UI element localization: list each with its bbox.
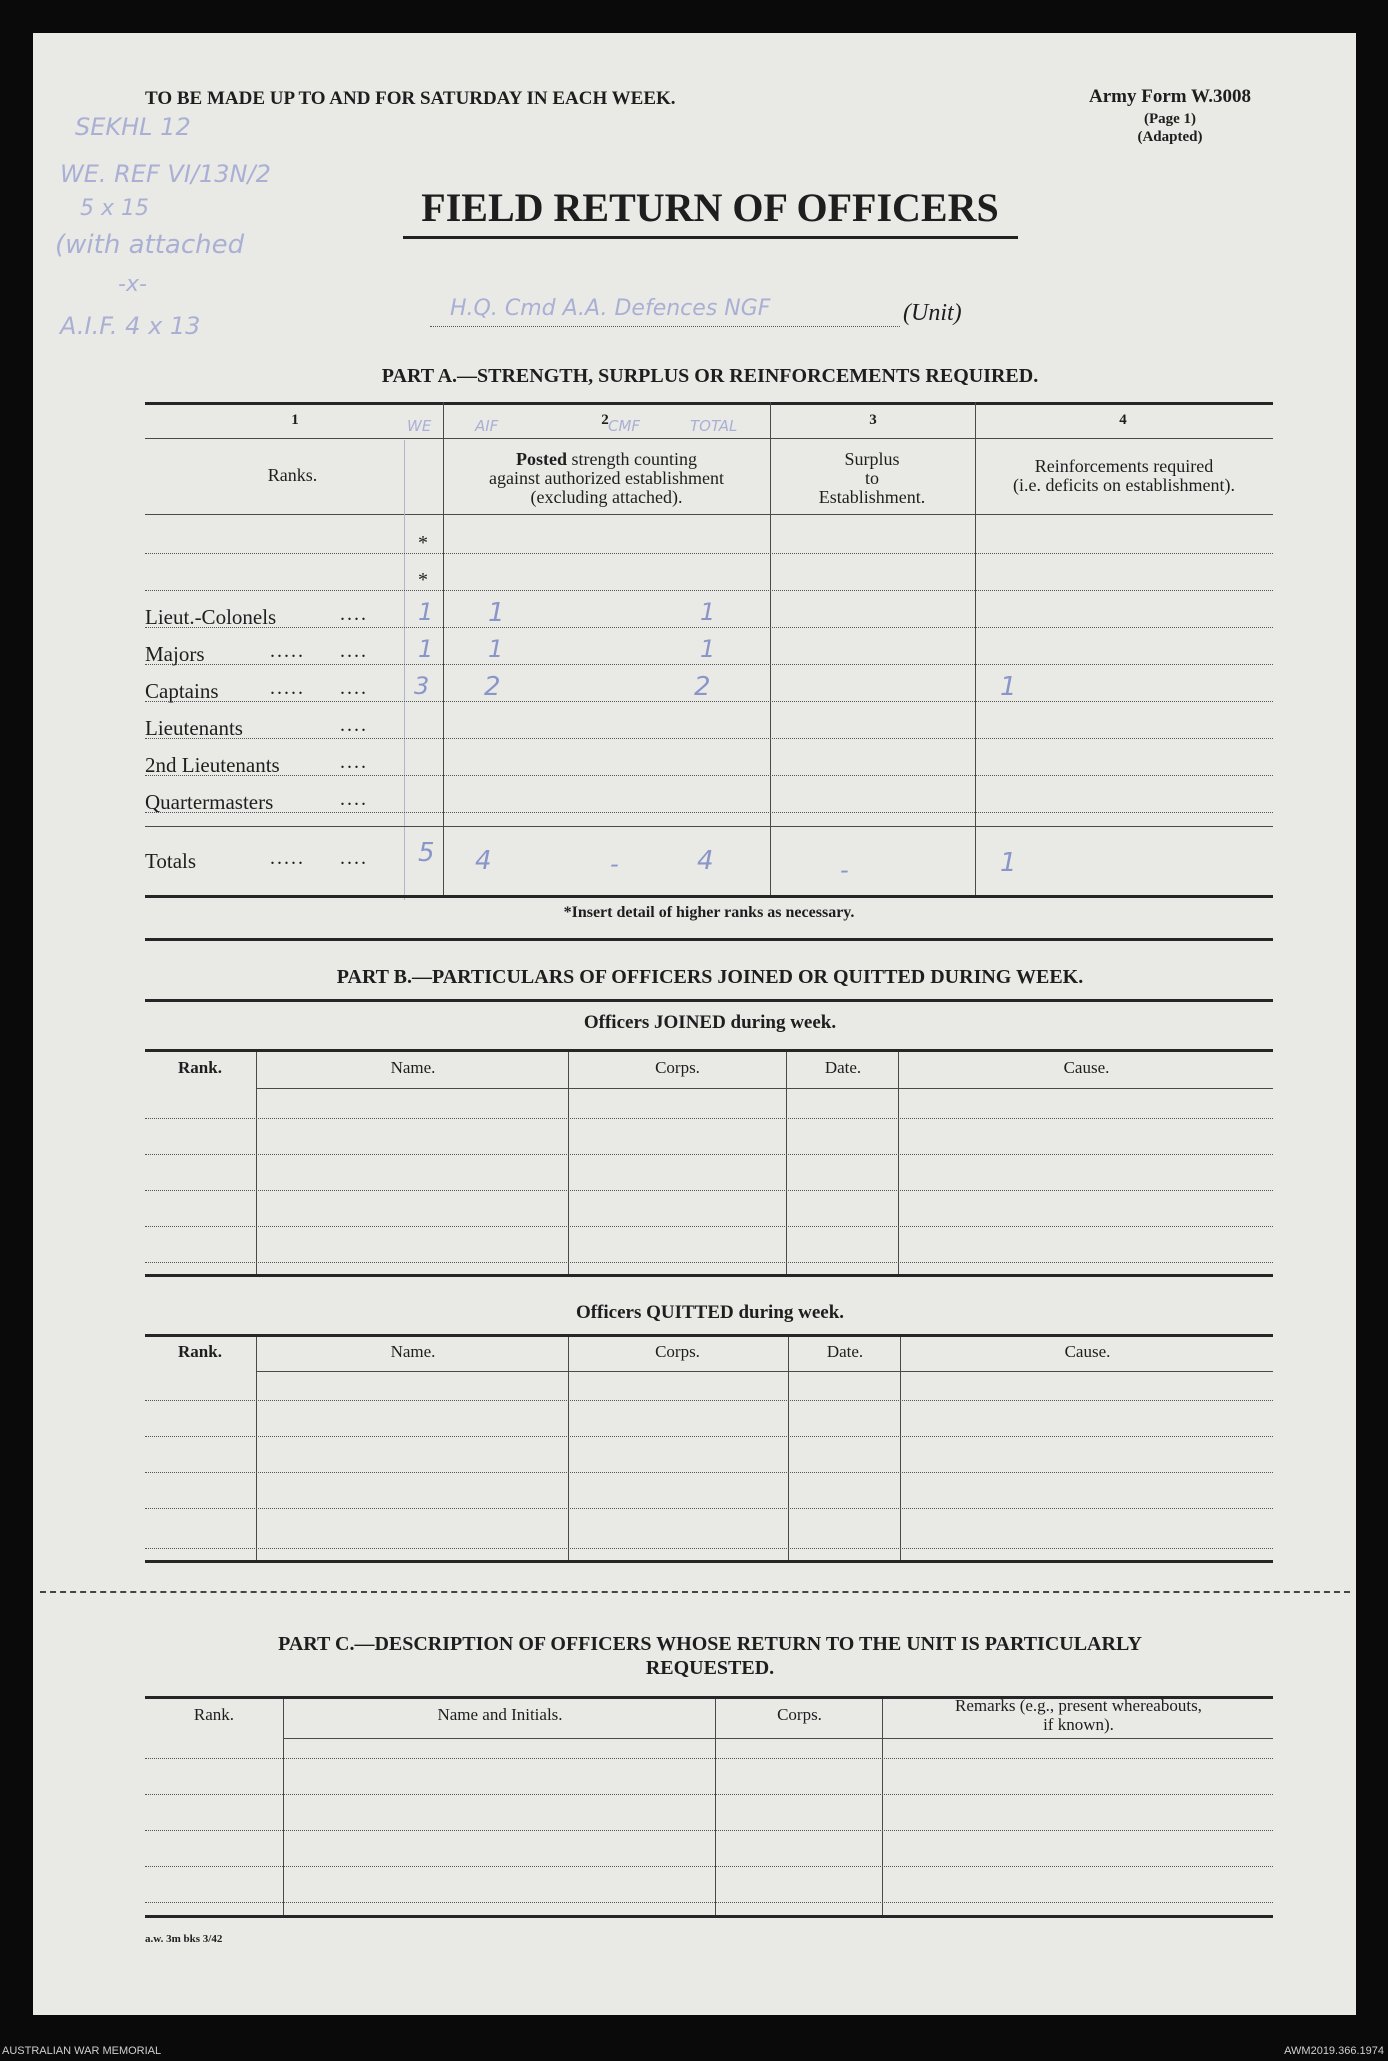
margin-note-2: WE. REF VI/13N/2 (60, 160, 271, 188)
joined-col-line (256, 1052, 257, 1274)
row-line (145, 627, 1273, 628)
quitted-top-rule (145, 1334, 1273, 1337)
quitted-col-name: Name. (390, 1342, 436, 1361)
joined-col-line (568, 1052, 569, 1274)
part-c-row-line (145, 1794, 1273, 1795)
joined-col-line (898, 1052, 899, 1274)
part-c-row-line (145, 1758, 1273, 1759)
unit-value: H.Q. Cmd A.A. Defences NGF (450, 296, 771, 321)
asterisk-row-2: * (418, 569, 428, 591)
quitted-col-date: Date. (826, 1342, 864, 1361)
we-captains: 3 (414, 672, 430, 700)
posted-header-line3: (excluding attached). (530, 487, 683, 507)
quitted-row-line (145, 1548, 1273, 1549)
sub-header-aif: AIF (475, 417, 499, 435)
part-a-top-rule (145, 402, 1273, 405)
total-majors: 1 (700, 635, 716, 663)
reinf-header-line1: Reinforcements required (1034, 456, 1214, 476)
aif-lieut-colonels: 1 (488, 598, 505, 628)
row-line (145, 590, 1273, 591)
joined-title: Officers JOINED during week. (583, 1012, 837, 1033)
joined-col-rank: Rank. (178, 1058, 222, 1077)
joined-col-name: Name. (390, 1058, 436, 1077)
part-c-col-line (715, 1699, 716, 1915)
part-c-col-corps: Corps. (777, 1705, 822, 1724)
quitted-row-line (145, 1472, 1273, 1473)
form-adapted: (Adapted) (1137, 129, 1203, 145)
row-line (145, 553, 1273, 554)
margin-note-3: 5 x 15 (80, 196, 149, 221)
sub-header-cmf: CMF (608, 417, 641, 435)
quitted-col-rank: Rank. (178, 1342, 222, 1361)
part-b-title: PART B.—PARTICULARS OF OFFICERS JOINED OR QUITTED DURING WEEK. (336, 966, 1084, 988)
leader-dots: .... (340, 751, 368, 773)
part-c-row-line (145, 1830, 1273, 1831)
page-title: FIELD RETURN OF OFFICERS (421, 185, 999, 230)
leader-dots: .... (340, 788, 368, 810)
part-c-bottom-rule (145, 1915, 1273, 1918)
quitted-row-line (145, 1436, 1273, 1437)
col-number-4: 4 (1119, 412, 1127, 428)
aif-captains: 2 (484, 672, 501, 702)
joined-col-cause: Cause. (1063, 1058, 1110, 1077)
joined-row-line (145, 1190, 1273, 1191)
reinf-header-line2: (i.e. deficits on establishment). (1013, 475, 1235, 495)
reinforcements-captains: 1 (1000, 672, 1017, 702)
part-a-bottom-rule (145, 895, 1273, 898)
ranks-header: Ranks. (267, 465, 318, 485)
totals-reinforcements: 1 (1000, 848, 1017, 878)
rank-captains: Captains (145, 679, 219, 703)
posted-header-line2: against authorized establishment (489, 468, 724, 488)
quitted-row-line (145, 1400, 1273, 1401)
unit-dotted-line (430, 326, 900, 327)
surplus-header-line3: Establishment. (818, 487, 926, 507)
part-c-row-line (145, 1902, 1273, 1903)
quitted-title: Officers QUITTED during week. (575, 1302, 845, 1323)
joined-bottom-rule (145, 1274, 1273, 1277)
col-number-2: 2 (601, 412, 609, 428)
form-page: (Page 1) (1143, 111, 1197, 127)
reinforcements-header (977, 457, 1271, 495)
part-c-title (145, 1632, 1275, 1680)
unit-label: (Unit) (903, 300, 962, 326)
leader-dots: .... (340, 847, 368, 869)
part-a-col-line-2 (770, 402, 771, 897)
title-underline (403, 236, 1018, 239)
quitted-col-cause: Cause. (1064, 1342, 1111, 1361)
joined-row-line (145, 1226, 1273, 1227)
print-code: a.w. 3m bks 3/42 (145, 1933, 223, 1945)
margin-note-4: (with attached (55, 230, 245, 260)
leader-dots: ..... (270, 640, 305, 662)
quitted-bottom-rule (145, 1560, 1273, 1563)
rank-totals: Totals (145, 849, 197, 873)
remarks-line2: if known). (1043, 1715, 1114, 1734)
leader-dots: ..... (270, 847, 305, 869)
part-c-col-line (882, 1699, 883, 1915)
part-a-colnum-rule (145, 438, 1273, 439)
part-a-footnote-rule (145, 938, 1273, 941)
joined-col-corps: Corps. (655, 1058, 700, 1077)
posted-header (445, 450, 768, 507)
col-number-3: 3 (869, 412, 877, 428)
joined-col-date: Date. (824, 1058, 862, 1077)
remarks-line1: Remarks (e.g., present whereabouts, (955, 1696, 1202, 1715)
rank-lieut-colonels: Lieut.-Colonels (145, 605, 277, 629)
surplus-header-line2: to (864, 468, 879, 488)
margin-note-1: SEKHL 12 (75, 113, 191, 141)
leader-dots: .... (340, 677, 368, 699)
we-lieut-colonels: 1 (418, 598, 434, 626)
footer-right: AWM2019.366.1974 (1284, 2045, 1384, 2057)
margin-note-6: A.I.F. 4 x 13 (60, 312, 201, 340)
joined-header-rule (256, 1088, 1273, 1089)
leader-dots: .... (340, 714, 368, 736)
part-c-col-name: Name and Initials. (437, 1705, 563, 1724)
footer-left: AUSTRALIAN WAR MEMORIAL (2, 2045, 162, 2057)
sub-header-total: TOTAL (690, 417, 738, 435)
part-b-top-rule (145, 999, 1273, 1002)
joined-col-line (786, 1052, 787, 1274)
asterisk-row-1: * (418, 532, 428, 554)
part-c-title-line1: PART C.—DESCRIPTION OF OFFICERS WHOSE RETURN TO THE UNIT IS PARTICULARLY (278, 1633, 1142, 1655)
part-c-col-rank: Rank. (193, 1705, 235, 1724)
form-number: Army Form W.3008 (1088, 86, 1251, 107)
row-line (145, 664, 1273, 665)
sub-header-we: WE (407, 417, 432, 435)
totals-total: 4 (697, 846, 714, 876)
we-majors: 1 (418, 635, 434, 663)
joined-row-line (145, 1154, 1273, 1155)
part-a-we-line (404, 440, 405, 900)
joined-row-line (145, 1262, 1273, 1263)
part-c-row-line (145, 1866, 1273, 1867)
quitted-col-corps: Corps. (655, 1342, 700, 1361)
col-number-1: 1 (291, 412, 299, 428)
total-captains: 2 (694, 672, 711, 702)
part-c-col-remarks (884, 1696, 1273, 1734)
leader-dots: .... (340, 640, 368, 662)
perforation-line (40, 1591, 1350, 1593)
rank-majors: Majors (145, 642, 205, 666)
rank-2nd-lieutenants: 2nd Lieutenants (145, 753, 280, 777)
row-line (145, 738, 1273, 739)
posted-header-rest: strength counting (567, 449, 697, 469)
joined-row-line (145, 1118, 1273, 1119)
part-a-col-line-3 (975, 402, 976, 897)
surplus-header (772, 450, 972, 507)
part-a-col-line-1 (443, 402, 444, 897)
totals-aif: 4 (475, 846, 492, 876)
part-c-col-line (283, 1699, 284, 1915)
totals-rule (145, 826, 1273, 827)
part-c-title-line2: REQUESTED. (645, 1657, 775, 1679)
quitted-row-line (145, 1508, 1273, 1509)
leader-dots: ..... (270, 677, 305, 699)
joined-top-rule (145, 1049, 1273, 1052)
part-a-header-rule (145, 514, 1273, 515)
leader-dots: .... (340, 603, 368, 625)
totals-we: 5 (418, 838, 435, 868)
part-a-title: PART A.—STRENGTH, SURPLUS OR REINFORCEMENTS REQUIRED. (381, 365, 1039, 387)
rank-quartermasters: Quartermasters (145, 790, 274, 814)
quitted-header-rule (256, 1371, 1273, 1372)
totals-cmf: - (610, 850, 619, 878)
rank-lieutenants: Lieutenants (145, 716, 243, 740)
posted-header-bold: Posted (516, 449, 567, 469)
row-line (145, 775, 1273, 776)
part-a-footnote: *Insert detail of higher ranks as necessary. (563, 904, 855, 921)
totals-surplus: - (840, 856, 849, 884)
margin-note-5: -x- (118, 272, 147, 297)
aif-majors: 1 (488, 635, 504, 663)
surplus-header-line1: Surplus (844, 449, 900, 469)
instruction-text: TO BE MADE UP TO AND FOR SATURDAY IN EACH WEEK. (145, 88, 676, 109)
row-line (145, 812, 1273, 813)
part-c-header-rule (283, 1738, 1273, 1739)
total-lieut-colonels: 1 (700, 598, 716, 626)
